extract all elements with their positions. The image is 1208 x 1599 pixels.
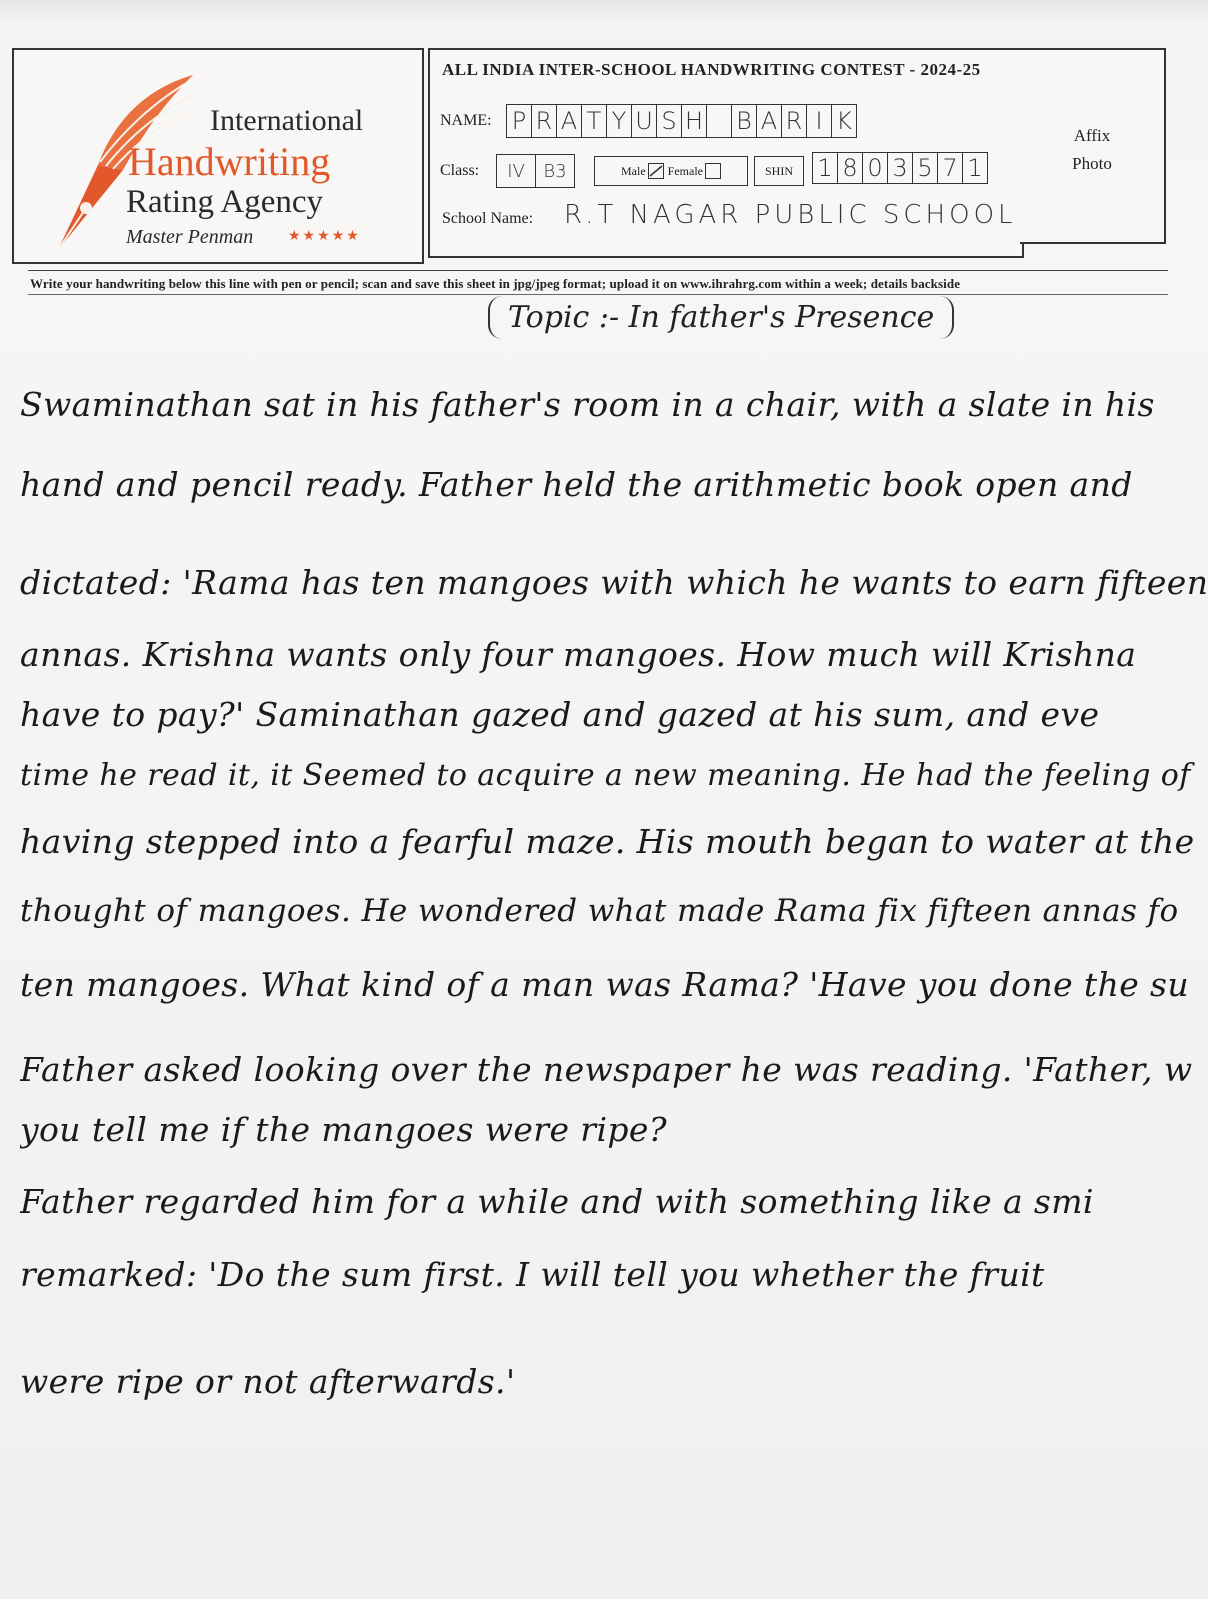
rating-stars: ★★★★★ [288, 229, 361, 244]
contest-title: ALL INDIA INTER-SCHOOL HANDWRITING CONTEST - 2024-25 [442, 60, 981, 79]
logo-line-rating-agency: Rating Agency [126, 184, 324, 220]
handwritten-line: thought of mangoes. He wondered what made Rama fix fifteen annas fo [20, 893, 1179, 929]
handwritten-line: hand and pencil ready. Father held the arithmetic book open and [20, 465, 1133, 504]
writing-start-line [28, 294, 1168, 295]
char-cell: IV [496, 154, 536, 188]
handwritten-line: Father asked looking over the newspaper he was reading. 'Father, w [20, 1050, 1193, 1089]
char-cell: 1 [963, 152, 988, 184]
name-label: NAME: [440, 112, 492, 129]
class-field[interactable] [496, 154, 575, 188]
instructions-text: Write your handwriting below this line with pen or pencil; scan and save this sheet in jpg/jpeg format; upload it on www.ihrahrg.com within a week; details backside [30, 276, 961, 291]
male-label: Male [621, 163, 646, 178]
gender-field[interactable] [594, 156, 748, 186]
char-cell: R [782, 104, 807, 138]
agency-logo-box [12, 48, 424, 264]
photo-box [1020, 48, 1166, 244]
male-checkbox[interactable] [648, 163, 664, 179]
char-cell: Y [607, 104, 632, 138]
char-cell: H [682, 104, 707, 138]
handwritten-line: dictated: 'Rama has ten mangoes with which he wants to earn fifteen [20, 563, 1208, 602]
handwritten-line: ten mangoes. What kind of a man was Rama? 'Have you done the su [20, 965, 1190, 1004]
char-cell: A [557, 104, 582, 138]
female-label: Female [667, 163, 703, 178]
logo-line-master-penman: Master Penman [126, 226, 254, 248]
handwritten-line: were ripe or not afterwards.' [20, 1362, 516, 1401]
school-name-label: School Name: [442, 210, 534, 227]
topic-heading: Topic :- In father's Presence [488, 296, 954, 339]
shin-field[interactable] [812, 152, 988, 184]
school-name-field[interactable]: R.T NAGAR PUBLIC SCHOOL [564, 200, 1017, 230]
handwritten-line: you tell me if the mangoes were ripe? [20, 1110, 667, 1149]
char-cell: 8 [838, 152, 863, 184]
char-cell: S [657, 104, 682, 138]
char-cell: R [532, 104, 557, 138]
char-cell [707, 104, 732, 138]
handwritten-line: Swaminathan sat in his father's room in a chair, with a slate in his [20, 385, 1155, 424]
female-checkbox[interactable] [705, 163, 721, 179]
char-cell: 5 [913, 152, 938, 184]
char-cell: 3 [888, 152, 913, 184]
header-divider [28, 270, 1168, 271]
char-cell: P [506, 104, 532, 138]
handwritten-line: having stepped into a fearful maze. His mouth began to water at the [20, 822, 1195, 861]
logo-line-handwriting: Handwriting [128, 139, 331, 184]
photo-label [1020, 122, 1164, 178]
handwritten-line: annas. Krishna wants only four mangoes. How much will Krishna [20, 635, 1137, 674]
char-cell: B [732, 104, 757, 138]
name-field[interactable] [506, 104, 857, 138]
char-cell: 1 [812, 152, 838, 184]
photo-label-line2: Photo [1072, 154, 1112, 173]
char-cell: 7 [938, 152, 963, 184]
handwritten-line: remarked: 'Do the sum first. I will tell you whether the fruit [20, 1255, 1045, 1294]
char-cell: A [757, 104, 782, 138]
handwritten-line: Father regarded him for a while and with something like a smi [20, 1182, 1094, 1221]
char-cell: I [807, 104, 832, 138]
char-cell: 0 [863, 152, 888, 184]
photo-label-line1: Affix [1073, 126, 1111, 145]
char-cell: T [582, 104, 607, 138]
char-cell: B3 [536, 154, 575, 188]
shin-label: SHIN [754, 156, 804, 186]
char-cell: K [832, 104, 857, 138]
checkmark-icon [649, 164, 663, 178]
handwritten-line: have to pay?' Saminathan gazed and gazed at his sum, and eve [20, 695, 1100, 734]
char-cell: U [632, 104, 657, 138]
handwritten-line: time he read it, it Seemed to acquire a new meaning. He had the feeling of [20, 758, 1191, 793]
contest-form [428, 48, 1024, 258]
logo-line-international: International [210, 104, 364, 137]
class-label: Class: [440, 162, 480, 179]
